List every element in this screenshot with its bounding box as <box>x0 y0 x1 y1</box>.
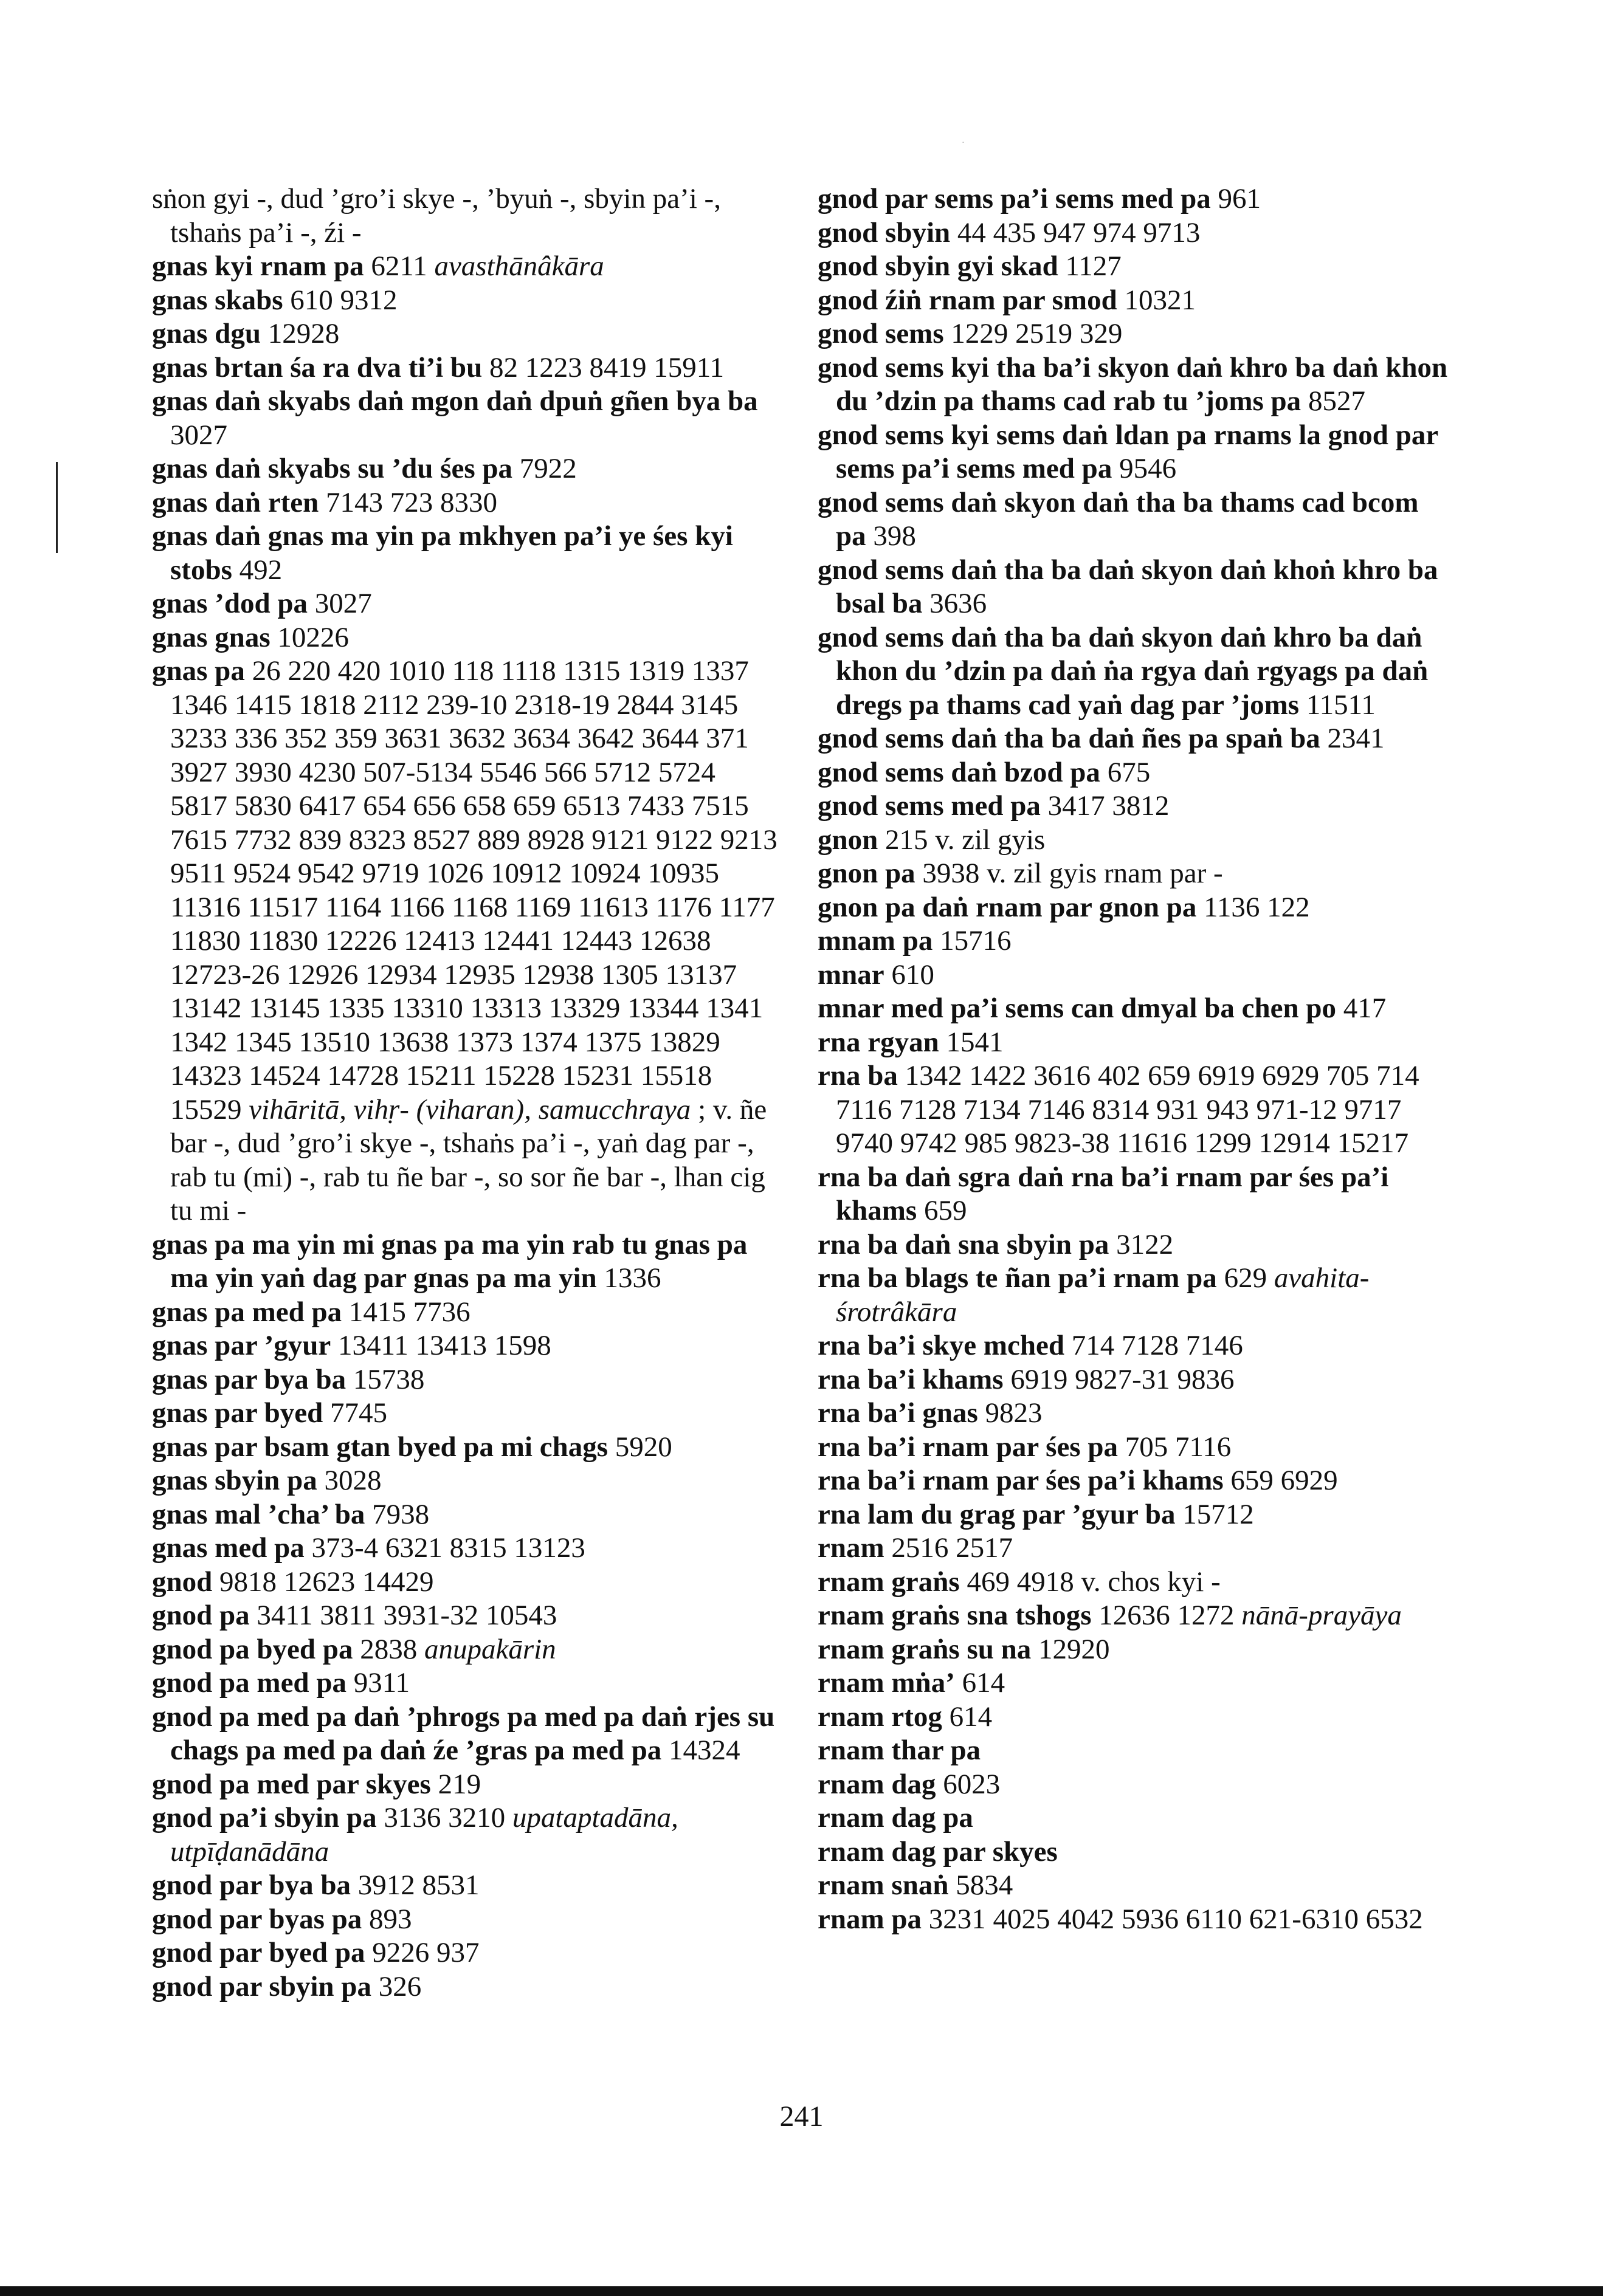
index-entry <box>818 1599 1453 1633</box>
page-references: 1541 <box>946 1026 1004 1058</box>
index-entry <box>818 621 1453 723</box>
page-references: 2516 2517 <box>891 1532 1013 1564</box>
headword: gnas kyi rnam pa <box>152 250 364 282</box>
page-references: 2341 <box>1327 723 1385 754</box>
index-entry <box>152 1801 778 1869</box>
index-entry <box>152 1633 778 1667</box>
headword: gnas skabs <box>152 284 283 316</box>
sanskrit-equivalent: avasthānâkāra <box>434 250 604 282</box>
page-references: 1336 <box>604 1262 661 1294</box>
headword: rnam rtog <box>818 1700 942 1733</box>
index-entry <box>152 1700 778 1768</box>
headword: gnod pa med pa <box>152 1667 346 1699</box>
index-entry <box>818 1464 1453 1498</box>
cross-reference: v. zil gyis rnam par - <box>987 858 1223 889</box>
headword: rna rgyan <box>818 1026 939 1058</box>
page-references: 3411 3811 3931-32 10543 <box>257 1600 557 1631</box>
page-references: 26 220 420 1010 118 1118 1315 1319 1337 1346 1415 1818 2112 239-10 2318-19 2844 3145 3233 336 352 359 3631 3632 3634 3642 3644 371 3927 3930 4230 507-5134 5546 566 5712 5724 5817 5830 6417 654 656 658 659 6513 7433 7515 7615 7732 839 8323 8527 889 8928 9121 9122 9213 9511 9524 9542 9719 1026 10912 10924 10935 11316 11517 1164 1166 1168 1169 11613 1176 1177 11830 11830 12226 12413 12441 12443 12638 12723-26 12926 12934 12935 12938 1305 13137 13142 13145 1335 13310 13313 13329 13344 1341 1342 1345 13510 13638 1373 1374 1375 13829 14323 14524 14728 15211 15228 15231 15518 15529 <box>170 655 777 1126</box>
scan-speck: · <box>962 139 965 148</box>
page-references: 15738 <box>353 1363 425 1395</box>
headword: gnas brtan śa ra dva ti’i bu <box>152 351 483 383</box>
index-entry <box>818 1363 1453 1397</box>
page-references: 2838 <box>360 1633 418 1665</box>
index-entry <box>818 1801 1453 1835</box>
page-references: 3636 <box>929 588 987 619</box>
page-references: 629 <box>1224 1262 1267 1294</box>
headword: rna ba’i gnas <box>818 1397 978 1429</box>
index-entry <box>152 1599 778 1633</box>
index-entry <box>818 1835 1453 1869</box>
page-references: 7922 <box>519 453 577 484</box>
page-references: 14324 <box>668 1734 740 1766</box>
headword: gnas dgu <box>152 318 261 349</box>
page-references: 10226 <box>277 621 349 653</box>
continuation-text: sṅon gyi -, dud ’gro’i skye -, ’byuṅ -, sbyin pa’i -, tshaṅs pa’i -, źi - <box>152 183 721 249</box>
page-number: 241 <box>779 2100 824 2133</box>
page-references: 215 <box>885 823 928 856</box>
page-references: 3027 <box>314 588 372 619</box>
index-entry <box>152 1397 778 1431</box>
page-references: 893 <box>369 1903 412 1935</box>
headword: gnas daṅ gnas ma yin pa mkhyen pa’i ye śes kyi stobs <box>152 520 733 586</box>
index-entry <box>152 1498 778 1532</box>
page-references: 1136 122 <box>1204 891 1310 923</box>
page-references: 9311 <box>353 1667 410 1699</box>
index-entry <box>152 250 778 284</box>
headword: rna ba’i rnam par śes pa <box>818 1431 1118 1463</box>
index-entry <box>152 284 778 318</box>
index-entry <box>818 1700 1453 1734</box>
page-references: 7143 723 8330 <box>325 486 497 518</box>
headword: gnod sems daṅ skyon daṅ tha ba thams cad bcom pa <box>818 486 1419 552</box>
headword: rnam graṅs <box>818 1566 960 1598</box>
index-entry <box>152 621 778 655</box>
headword: rnam graṅs sna tshogs <box>818 1600 1092 1631</box>
page-references: 3417 3812 <box>1047 790 1170 822</box>
index-entry <box>818 1566 1453 1600</box>
index-entry <box>818 722 1453 756</box>
headword: gnod sems daṅ tha ba daṅ skyon daṅ khro ba daṅ khon du ’dzin pa daṅ ṅa rgya daṅ rgyags pa daṅ dregs pa thams cad yaṅ dag par ’joms <box>818 621 1429 721</box>
page-references: 11511 <box>1306 689 1376 721</box>
page-references: 7745 <box>329 1397 387 1429</box>
index-entry <box>152 587 778 621</box>
headword: gnod par bya ba <box>152 1869 351 1901</box>
index-entry <box>152 317 778 351</box>
headword: gnas par bya ba <box>152 1363 346 1395</box>
headword: rna ba daṅ sgra daṅ rna ba’i rnam par śes pa’i khams <box>818 1161 1389 1226</box>
page-references: 3136 3210 <box>384 1802 506 1834</box>
index-entry <box>152 1936 778 1970</box>
page-references: 12920 <box>1038 1633 1110 1665</box>
index-entry <box>818 924 1453 958</box>
page-references: 610 9312 <box>290 284 398 316</box>
margin-mark <box>56 462 58 553</box>
page-references: 5834 <box>956 1869 1013 1901</box>
index-entry <box>152 182 778 250</box>
page-references: 9818 12623 14429 <box>219 1566 434 1598</box>
index-entry <box>818 992 1453 1026</box>
page-references: 7938 <box>372 1498 430 1530</box>
page-references: 326 <box>378 1970 422 2002</box>
page-references: 3938 <box>922 858 980 889</box>
index-entry <box>152 486 778 520</box>
page-references: 9823 <box>985 1397 1043 1429</box>
headword: gnod pa med pa daṅ ’phrogs pa med pa daṅ rjes su chags pa med pa daṅ źe ’gras pa med pa <box>152 1700 775 1766</box>
index-entry <box>818 1903 1453 1937</box>
index-entry <box>152 351 778 385</box>
headword: gnod źiṅ rnam par smod <box>818 284 1117 316</box>
headword: rnam dag pa <box>818 1802 973 1834</box>
headword: gnod par byas pa <box>152 1903 362 1935</box>
page-references: 1127 <box>1065 250 1122 282</box>
page-references: 659 6929 <box>1230 1465 1338 1496</box>
headword: gnod par sbyin pa <box>152 1970 371 2002</box>
headword: gnod pa <box>152 1600 250 1631</box>
headword: gnas gnas <box>152 621 271 653</box>
page-references: 614 <box>962 1667 1005 1699</box>
page-references: 5920 <box>615 1431 672 1463</box>
index-entry <box>818 284 1453 318</box>
page-references: 492 <box>239 554 283 586</box>
headword: rna ba daṅ sna sbyin pa <box>818 1228 1109 1260</box>
headword: rna ba’i skye mched <box>818 1330 1065 1361</box>
page-references: 3912 8531 <box>357 1869 480 1901</box>
scan-edge <box>0 2286 1603 2296</box>
index-entry <box>152 1329 778 1363</box>
headword: gnas daṅ skyabs daṅ mgon daṅ dpuṅ gñen bya ba <box>152 385 758 417</box>
index-entry <box>818 1734 1453 1768</box>
page-references: 614 <box>949 1700 993 1733</box>
index-entry <box>818 182 1453 216</box>
headword: rnam mṅa’ <box>818 1667 955 1699</box>
headword: gnod <box>152 1566 213 1598</box>
headword: rnam graṅs su na <box>818 1633 1032 1665</box>
page-references: 675 <box>1107 756 1151 788</box>
headword: mnar med pa’i sems can dmyal ba chen po <box>818 992 1337 1024</box>
headword: rnam thar pa <box>818 1734 981 1766</box>
headword: rna ba blags te ñan pa’i rnam pa <box>818 1262 1217 1294</box>
headword: gnod pa’i sbyin pa <box>152 1802 377 1834</box>
page-references: 82 1223 8419 15911 <box>489 351 724 383</box>
index-entry <box>818 1228 1453 1262</box>
index-entry <box>152 1903 778 1937</box>
sanskrit-equivalent: vihāritā, vihṛ- (viharan), samucchraya <box>249 1093 691 1126</box>
page-references: 6919 9827-31 9836 <box>1010 1363 1235 1395</box>
headword: gnod sems med pa <box>818 790 1041 822</box>
page-references: 1342 1422 3616 402 659 6919 6929 705 714 7116 7128 7134 7146 8314 931 943 971-12 9717 9740 9742 985 9823-38 11616 1299 12914 15217 <box>836 1060 1419 1159</box>
page-references: 12636 1272 <box>1098 1600 1235 1631</box>
index-entry <box>818 1633 1453 1667</box>
headword: gnas pa med pa <box>152 1296 342 1328</box>
page-references: 469 4918 <box>967 1566 1074 1598</box>
cross-reference: v. zil gyis <box>935 823 1046 856</box>
index-entry <box>818 317 1453 351</box>
headword: gnas par bsam gtan byed pa mi chags <box>152 1431 608 1463</box>
index-entry <box>818 1869 1453 1903</box>
page-references: 714 7128 7146 <box>1071 1330 1243 1361</box>
headword: gnod sems daṅ tha ba daṅ ñes pa spaṅ ba <box>818 723 1320 754</box>
index-entry <box>818 1262 1453 1329</box>
index-entry <box>152 520 778 587</box>
page-references: 3122 <box>1116 1228 1174 1260</box>
index-entry <box>818 1026 1453 1060</box>
headword: gnod sems daṅ tha ba daṅ skyon daṅ khoṅ khro ba bsal ba <box>818 554 1438 619</box>
left-column <box>152 182 778 2004</box>
index-entry <box>818 1768 1453 1802</box>
headword: gnod sbyin gyi skad <box>818 250 1058 282</box>
index-entry <box>818 1329 1453 1363</box>
headword: gnod par byed pa <box>152 1937 365 1968</box>
headword: gnas daṅ rten <box>152 486 319 518</box>
page-references: 610 <box>891 958 934 991</box>
headword: gnas sbyin pa <box>152 1465 317 1496</box>
page-references: 219 <box>438 1768 481 1800</box>
sanskrit-equivalent: nānā-prayāya <box>1241 1600 1402 1631</box>
headword: rna ba’i rnam par śes pa’i khams <box>818 1465 1224 1496</box>
cross-reference: ; v. ñe bar -, dud ’gro’i skye -, tshaṅs pa’i -, yaṅ dag par -, rab tu (mi) -, rab tu ñe bar -, so sor ñe bar -, lhan cig tu mi - <box>170 1093 767 1226</box>
index-entry <box>818 756 1453 790</box>
headword: gnas mal ’cha’ ba <box>152 1498 365 1530</box>
index-entry <box>152 1228 778 1296</box>
index-entry <box>818 1059 1453 1161</box>
headword: gnas pa <box>152 655 245 687</box>
index-entry <box>818 419 1453 486</box>
headword: gnas par ’gyur <box>152 1330 331 1361</box>
headword: gnas pa ma yin mi gnas pa ma yin rab tu gnas pa ma yin yaṅ dag par gnas pa ma yin <box>152 1228 748 1294</box>
page-references: 15716 <box>940 925 1012 957</box>
index-entry <box>818 891 1453 925</box>
index-entry <box>152 655 778 1228</box>
index-entry <box>818 351 1453 419</box>
index-entry <box>818 554 1453 621</box>
index-entry <box>818 1431 1453 1465</box>
index-entry <box>818 958 1453 992</box>
headword: gnod sems <box>818 318 944 349</box>
headword: mnam pa <box>818 925 933 957</box>
headword: gnod sbyin <box>818 216 951 249</box>
cross-reference: v. chos kyi - <box>1081 1566 1221 1598</box>
headword: rna ba <box>818 1060 898 1091</box>
headword: gnon pa daṅ rnam par gnon pa <box>818 891 1197 923</box>
page-references: 44 435 947 974 9713 <box>957 216 1201 249</box>
page-references: 1415 7736 <box>348 1296 471 1328</box>
headword: gnon pa <box>818 858 915 889</box>
index-entry <box>818 1498 1453 1532</box>
page-references: 9546 <box>1119 453 1177 484</box>
headword: gnod sems daṅ bzod pa <box>818 756 1100 788</box>
page-references: 659 <box>923 1195 967 1226</box>
page-references: 8527 <box>1308 385 1365 417</box>
headword: rnam <box>818 1532 884 1564</box>
page-references: 15712 <box>1182 1498 1254 1530</box>
page-references: 398 <box>873 520 916 552</box>
index-entry <box>818 1531 1453 1566</box>
page-references: 1229 2519 329 <box>951 318 1123 349</box>
headword: gnod par sems pa’i sems med pa <box>818 183 1211 215</box>
headword: mnar <box>818 958 884 991</box>
page-references: 705 7116 <box>1125 1431 1232 1463</box>
index-entry <box>152 1431 778 1465</box>
headword: gnod sems kyi sems daṅ ldan pa rnams la gnod par sems pa’i sems med pa <box>818 419 1438 484</box>
index-entry <box>152 385 778 452</box>
sanskrit-equivalent: anupakārin <box>424 1633 556 1665</box>
index-entry <box>152 1970 778 2004</box>
page-references: 6023 <box>943 1768 1001 1800</box>
index-entry <box>818 789 1453 823</box>
index-entry <box>152 452 778 486</box>
index-entry <box>152 1464 778 1498</box>
index-entry <box>152 1531 778 1566</box>
right-column <box>818 182 1453 1936</box>
page-references: 961 <box>1218 183 1261 215</box>
page-references: 12928 <box>267 318 340 349</box>
page-references: 3028 <box>324 1465 382 1496</box>
index-entry <box>152 1768 778 1802</box>
index-entry <box>818 1397 1453 1431</box>
headword: rna ba’i khams <box>818 1363 1004 1395</box>
index-entry <box>152 1869 778 1903</box>
page-references: 6211 <box>371 250 427 282</box>
headword: rnam dag par skyes <box>818 1835 1058 1868</box>
index-entry <box>818 216 1453 250</box>
page-references: 3231 4025 4042 5936 6110 621-6310 6532 <box>928 1903 1423 1935</box>
headword: rnam snaṅ <box>818 1869 949 1901</box>
index-entry <box>818 857 1453 891</box>
page-references: 13411 13413 1598 <box>337 1330 551 1361</box>
headword: gnas ’dod pa <box>152 588 308 619</box>
headword: gnas daṅ skyabs su ’du śes pa <box>152 453 513 484</box>
index-entry <box>818 250 1453 284</box>
page-references: 417 <box>1343 992 1387 1024</box>
headword: gnon <box>818 823 878 856</box>
headword: rna lam du grag par ’gyur ba <box>818 1498 1176 1530</box>
headword: gnod sems kyi tha ba’i skyon daṅ khro ba daṅ khon du ’dzin pa thams cad rab tu ’joms pa <box>818 351 1448 417</box>
page-references: 373-4 6321 8315 13123 <box>311 1532 585 1564</box>
headword: gnas med pa <box>152 1532 305 1564</box>
headword: gnod pa byed pa <box>152 1633 353 1665</box>
headword: rnam pa <box>818 1903 922 1935</box>
page-references: 9226 937 <box>372 1937 480 1968</box>
sanskrit-equivalent: avahita-śrotrâkāra <box>836 1262 1370 1328</box>
headword: gnas par byed <box>152 1397 323 1429</box>
index-entry <box>818 823 1453 858</box>
page-references: 10321 <box>1124 284 1196 316</box>
sanskrit-equivalent: upataptadāna, utpīḍanādāna <box>170 1802 678 1868</box>
index-entry <box>818 1666 1453 1700</box>
index-entry <box>152 1363 778 1397</box>
headword: rnam dag <box>818 1768 936 1800</box>
index-entry <box>152 1566 778 1600</box>
index-entry <box>152 1296 778 1330</box>
index-entry <box>818 486 1453 554</box>
index-entry <box>152 1666 778 1700</box>
headword: gnod pa med par skyes <box>152 1768 431 1800</box>
index-entry <box>818 1161 1453 1228</box>
page-references: 3027 <box>170 419 227 451</box>
